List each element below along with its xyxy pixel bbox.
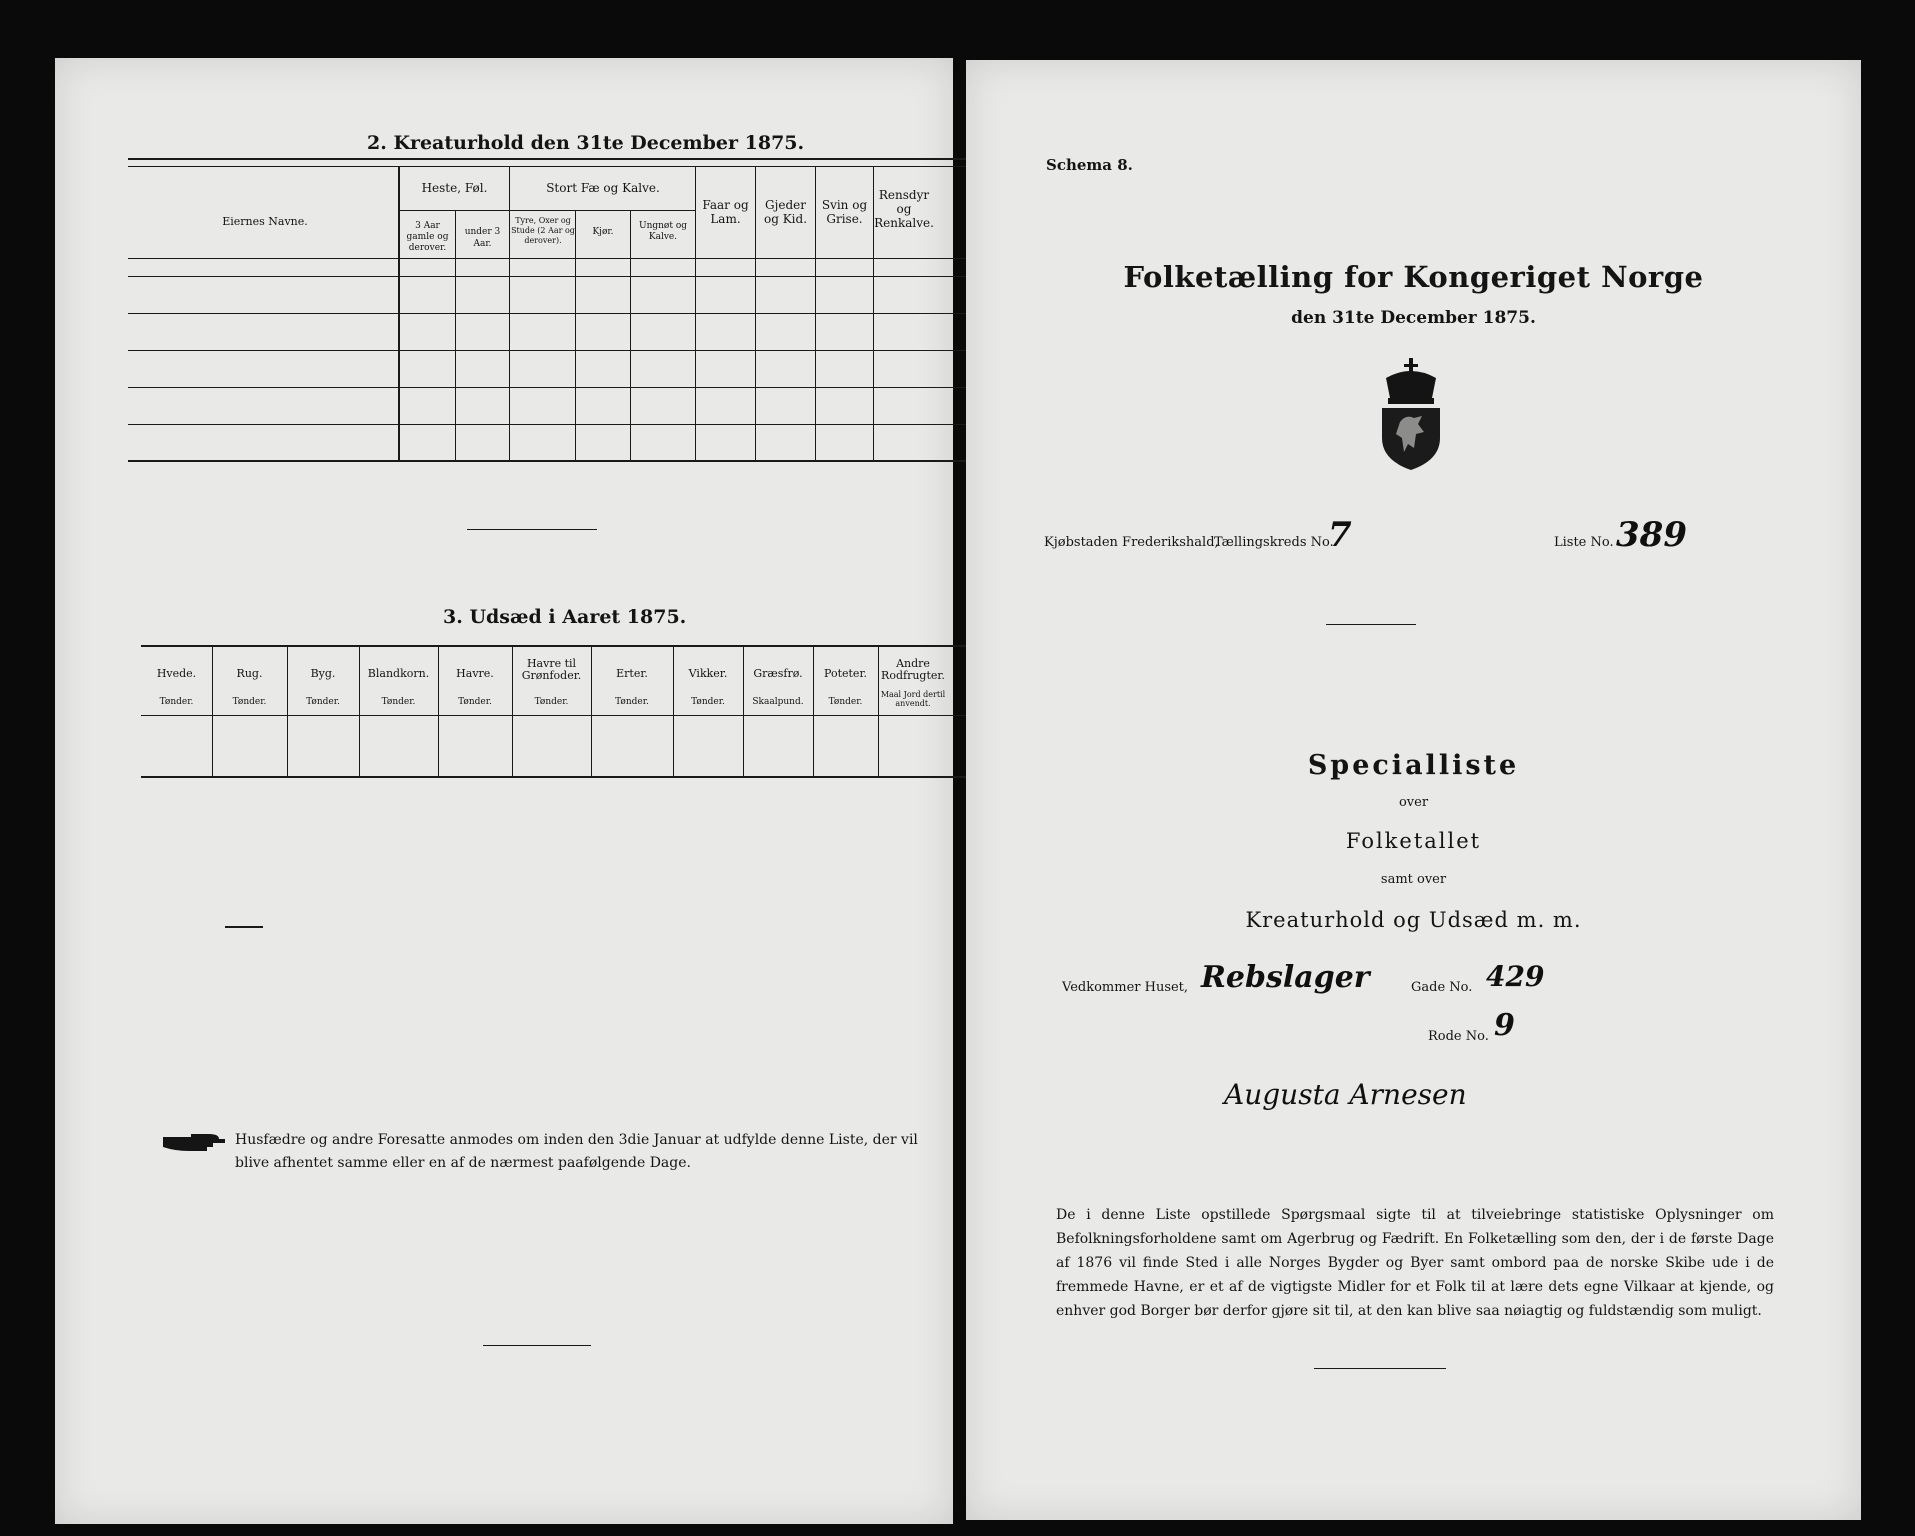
seed-col-unit: Maal Jord dertil anvendt. (880, 690, 946, 708)
census-date: den 31te December 1875. (1291, 308, 1536, 328)
col-pigs: Svin og Grise. (821, 198, 868, 226)
right-page (966, 60, 1861, 1520)
table3-col-line (591, 647, 592, 777)
col-horses: Heste, Føl. (421, 181, 488, 195)
section3-title: 3. Udsæd i Aaret 1875. (443, 606, 687, 628)
seed-col-unit: Tønder. (381, 697, 416, 707)
table3-col-line (212, 647, 213, 777)
street-name: Rebslager (1201, 960, 1370, 995)
seed-col-unit: Tønder. (232, 697, 267, 707)
section2-title: 2. Kreaturhold den 31te December 1875. (367, 132, 805, 154)
schema-label: Schema 8. (1046, 156, 1133, 174)
seed-col-unit: Tønder. (828, 697, 863, 707)
special-list-title: Specialliste (1307, 750, 1520, 781)
district-number: 7 (1328, 515, 1352, 555)
col-horses-adult: 3 Aar gamle og derover. (406, 221, 449, 253)
list-number: 389 (1616, 515, 1687, 555)
table2-row-line (128, 387, 996, 388)
seed-col-name: Vikker. (688, 667, 728, 680)
col-cattle-bulls: Tyre, Oxer og Stude (2 Aar og derover). (511, 216, 575, 245)
table2-top-rule-inner (128, 166, 996, 167)
seed-col-name: Havre. (456, 667, 494, 680)
seed-col-name: Havre til Grønfoder. (521, 657, 582, 682)
over-text: over (1398, 795, 1429, 810)
table2-bottom-rule (128, 460, 996, 462)
table2-col-line (630, 210, 631, 461)
notice-text: Husfædre og andre Foresatte anmodes om inden den 3die Januar at udfylde denne Liste, der vil blive afhentet samme eller en af de nærmest paafølgende Dage. (235, 1132, 918, 1171)
dash-mark (225, 926, 263, 928)
divider (467, 529, 597, 530)
town-label: Kjøbstaden Frederikshald, (1044, 535, 1219, 550)
table2-row-line (128, 276, 996, 277)
seed-col-name: Hvede. (156, 667, 197, 680)
population-text: Folketallet (1345, 829, 1482, 853)
seed-col-unit: Tønder. (534, 697, 569, 707)
seed-col-name: Andre Rodfrugter. (881, 657, 945, 682)
col-cattle: Stort Fæ og Kalve. (546, 181, 660, 195)
seed-col-unit: Tønder. (159, 697, 194, 707)
divider (1326, 624, 1416, 625)
table3-col-line (743, 647, 744, 777)
seed-col-unit: Tønder. (458, 697, 492, 707)
col-cattle-young: Ungnøt og Kalve. (638, 221, 687, 242)
table3-col-line (359, 647, 360, 777)
seed-col-name: Erter. (616, 667, 648, 680)
seed-col-name: Byg. (310, 667, 336, 680)
house-label: Vedkommer Huset, (1062, 980, 1189, 995)
table2-subheader-line (398, 210, 695, 211)
seed-col-name: Rug. (236, 667, 263, 680)
table3-col-line (438, 647, 439, 777)
census-title: Folketælling for Kongeriget Norge (1123, 260, 1704, 294)
coat-of-arms-icon (1376, 358, 1446, 470)
seed-col-name: Poteter. (824, 667, 867, 680)
col-horses-young: under 3 Aar. (464, 227, 501, 249)
divider (1314, 1368, 1446, 1369)
rode-number: 9 (1494, 1008, 1515, 1043)
table2-top-rule (128, 158, 996, 160)
seed-col-unit: Skaalpund. (752, 697, 804, 707)
table3-col-line (673, 647, 674, 777)
pointing-hand-icon (161, 1131, 227, 1155)
left-page (55, 58, 953, 1524)
seed-col-unit: Tønder. (691, 697, 725, 707)
table2-row-line (128, 424, 996, 425)
table3-col-line (813, 647, 814, 777)
list-label: Liste No. (1554, 535, 1614, 550)
livestock-seed-text: Kreaturhold og Udsæd m. m. (1245, 908, 1582, 932)
col-cattle-cows: Kjør. (592, 227, 614, 237)
table3-col-line (287, 647, 288, 777)
seed-col-name: Græsfrø. (753, 667, 803, 680)
col-owner-names: Eiernes Navne. (222, 215, 308, 228)
col-reindeer: Rensdyr og Renkalve. (874, 188, 934, 230)
col-sheep: Faar og Lam. (702, 198, 749, 226)
street-number: 429 (1486, 960, 1545, 993)
col-goats: Gjeder og Kid. (763, 198, 808, 226)
rode-label: Rode No. (1428, 1029, 1489, 1044)
table2-row-line (128, 350, 996, 351)
explanatory-paragraph: De i denne Liste opstillede Spørgsmaal sigte til at tilveiebringe statistiske Oplysninger om Befolkningsforholdene samt om Agerbrug og Fædrift. En Folketælling som den, der i de første Dage af 1876 vil finde Sted i alle Norges Bygder og Byer samt ombord paa de norske Skibe ude i de fremmede Havne, er et af de vigtigste Midler for et Folk til at lære dets egne Vilkaar at kjende, og enhver god Borger bør derfor gjøre sit til, at den kan blive saa nøiagtig og fuldstændig som muligt. (1056, 1207, 1774, 1319)
seed-col-unit: Tønder. (615, 697, 649, 707)
signature: Augusta Arnesen (1224, 1078, 1467, 1111)
table2-header-bottom (128, 258, 996, 259)
street-number-label: Gade No. (1411, 980, 1473, 995)
table3-col-line (512, 647, 513, 777)
table3-col-line (878, 647, 879, 777)
table2-col-line (575, 210, 576, 461)
seed-col-name: Blandkorn. (367, 667, 430, 680)
district-label: Tællingskreds No. (1214, 535, 1334, 550)
divider (483, 1345, 591, 1346)
seed-col-unit: Tønder. (306, 697, 340, 707)
also-over-text: samt over (1380, 872, 1447, 887)
table2-row-line (128, 313, 996, 314)
